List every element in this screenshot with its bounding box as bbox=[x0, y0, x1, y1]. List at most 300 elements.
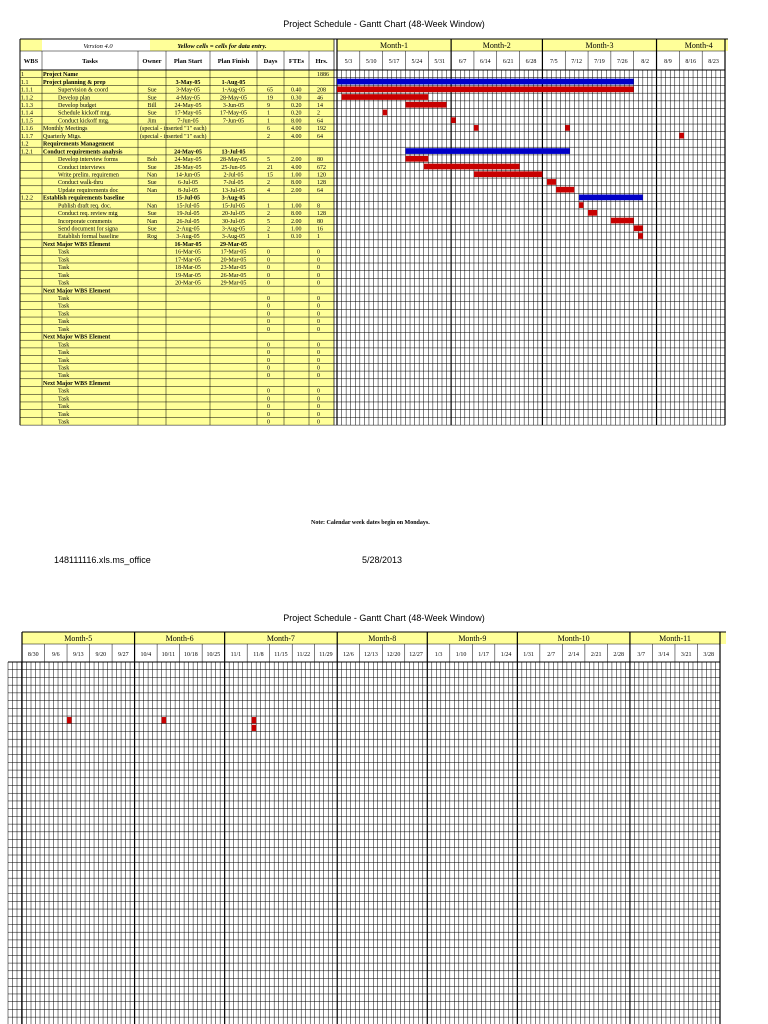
days-cell: 0 bbox=[267, 319, 270, 326]
hrs-cell: 128 bbox=[317, 211, 326, 218]
task-name: Next Major WBS Element bbox=[43, 241, 111, 248]
days-cell: 9 bbox=[267, 103, 270, 109]
plan-start-cell: 16-Mar-05 bbox=[175, 249, 201, 256]
days-cell: 0 bbox=[267, 296, 270, 302]
task-bar bbox=[474, 171, 542, 177]
plan-start-cell: 19-Mar-05 bbox=[175, 272, 201, 279]
month-label: Month-4 bbox=[684, 41, 713, 50]
task-name: Task bbox=[58, 303, 70, 310]
task-name: Task bbox=[58, 342, 70, 349]
task-name: Task bbox=[58, 265, 70, 272]
plan-start-cell: 2-Aug-05 bbox=[176, 226, 200, 233]
plan-finish-cell: 30-Jul-05 bbox=[222, 218, 245, 225]
owner-cell: Bill bbox=[147, 103, 157, 109]
task-name: Task bbox=[58, 388, 70, 395]
days-cell: 0 bbox=[267, 411, 270, 418]
plan-start-cell: 6-Jul-05 bbox=[178, 180, 198, 187]
week-label: 8/16 bbox=[685, 59, 697, 65]
plan-finish-cell: 20-Jul-05 bbox=[222, 211, 245, 218]
plan-finish-cell: 3-Aug-05 bbox=[221, 195, 246, 202]
ftes-cell: 8.00 bbox=[291, 118, 302, 125]
week-label-2: 12/27 bbox=[409, 652, 423, 658]
task-name: Quarterly Mtgs. bbox=[43, 133, 82, 140]
task-name: Task bbox=[58, 272, 70, 279]
wbs-cell: 1.2.1 bbox=[21, 149, 33, 156]
hrs-cell: 64 bbox=[317, 118, 323, 125]
ftes-cell: 4.00 bbox=[291, 126, 302, 133]
col-header-tasks: Tasks bbox=[82, 58, 98, 65]
week-label-2: 11/29 bbox=[319, 652, 333, 658]
week-label-2: 9/27 bbox=[117, 652, 129, 658]
month-label: Month-2 bbox=[482, 41, 511, 50]
days-cell: 2 bbox=[267, 133, 270, 140]
days-cell: 2 bbox=[267, 211, 270, 218]
plan-start-cell: 17-May-05 bbox=[174, 110, 202, 117]
hrs-cell: 0 bbox=[317, 419, 320, 426]
owner-cell: Nan bbox=[147, 172, 157, 179]
plan-start-cell: 17-Mar-05 bbox=[175, 257, 201, 264]
owner-cell: Sue bbox=[147, 226, 157, 233]
task-name: Task bbox=[58, 311, 70, 318]
plan-finish-cell: 29-Mar-05 bbox=[219, 241, 248, 248]
ftes-cell: 8.00 bbox=[291, 211, 302, 218]
col-header-ftes: FTEs bbox=[288, 58, 305, 65]
gantt-sheet-2 bbox=[0, 600, 768, 1024]
plan-start-cell: 16-Mar-05 bbox=[174, 241, 202, 248]
days-cell: 0 bbox=[267, 265, 270, 272]
task-bar bbox=[424, 164, 520, 170]
hrs-cell: 64 bbox=[317, 187, 323, 194]
month-label-2: Month-6 bbox=[165, 634, 194, 643]
owner-cell: Jim bbox=[147, 118, 157, 125]
hrs-cell: 0 bbox=[317, 373, 320, 380]
week-label: 7/12 bbox=[571, 59, 582, 65]
hrs-cell: 0 bbox=[317, 388, 320, 395]
days-cell: 0 bbox=[267, 419, 270, 426]
days-cell: 19 bbox=[267, 95, 273, 102]
task-name: Update requirements doc bbox=[58, 187, 119, 194]
days-cell: 0 bbox=[267, 280, 270, 287]
col-header-plan_start: Plan Start bbox=[173, 58, 203, 65]
week-label-2: 9/6 bbox=[51, 652, 60, 658]
task-name: Task bbox=[58, 296, 70, 302]
summary-bar bbox=[337, 79, 634, 85]
ftes-cell: 4.00 bbox=[291, 133, 302, 140]
week-label: 8/2 bbox=[641, 59, 649, 65]
week-label-2: 3/7 bbox=[637, 652, 646, 658]
week-label-2: 9/13 bbox=[72, 652, 84, 658]
days-cell: 1 bbox=[267, 118, 270, 125]
plan-finish-cell: 29-Mar-05 bbox=[220, 280, 247, 287]
hrs-cell: 0 bbox=[317, 342, 320, 349]
days-cell: 0 bbox=[267, 357, 270, 364]
task-name: Task bbox=[58, 404, 70, 411]
month-label-2: Month-8 bbox=[368, 634, 397, 643]
yellow-cells-note: Yellow cells = cells for data entry. bbox=[177, 43, 267, 50]
days-cell: 0 bbox=[267, 311, 270, 318]
owner-cell: Sue bbox=[147, 211, 157, 218]
week-label-2: 2/28 bbox=[613, 652, 625, 658]
col-header-owner: Owner bbox=[142, 58, 162, 65]
version-label: Version 4.0 bbox=[83, 43, 113, 50]
owner-cell: Sue bbox=[147, 180, 157, 187]
week-label: 5/31 bbox=[434, 59, 446, 65]
col-header-wbs: WBS bbox=[23, 58, 39, 65]
days-cell: 15 bbox=[267, 172, 273, 179]
hrs-cell: 8 bbox=[317, 203, 320, 210]
col-header-days: Days bbox=[263, 58, 278, 65]
task-bar bbox=[638, 233, 643, 239]
week-label-2: 2/7 bbox=[547, 652, 555, 658]
task-bar bbox=[383, 110, 388, 116]
task-name: Task bbox=[58, 249, 70, 256]
week-label-2: 8/30 bbox=[27, 652, 39, 658]
week-label: 7/5 bbox=[549, 59, 558, 65]
hrs-cell: 672 bbox=[317, 164, 326, 171]
task-name: Develop plan bbox=[58, 95, 91, 102]
task-name: Next Major WBS Element bbox=[43, 288, 111, 295]
owner-cell: Sue bbox=[147, 87, 157, 94]
hrs-cell: 192 bbox=[317, 126, 326, 133]
hrs-cell: 0 bbox=[317, 326, 320, 333]
owner-cell: Sue bbox=[147, 110, 157, 117]
task-name: Task bbox=[58, 350, 70, 357]
wbs-cell: 1.1.4 bbox=[21, 110, 33, 117]
days-cell: 0 bbox=[267, 326, 270, 333]
days-cell: 0 bbox=[267, 388, 270, 395]
plan-finish-cell: 15-Jul-05 bbox=[222, 203, 245, 210]
days-cell: 0 bbox=[267, 396, 270, 403]
plan-finish-cell: 7-Jun-05 bbox=[222, 118, 245, 125]
wbs-cell: 1.1 bbox=[21, 79, 29, 86]
task-name: Next Major WBS Element bbox=[43, 380, 111, 387]
ftes-cell: 1.00 bbox=[291, 172, 302, 179]
task-name: Task bbox=[58, 365, 70, 372]
task-name: Task bbox=[58, 280, 70, 287]
week-label-2: 10/25 bbox=[206, 652, 221, 658]
plan-finish-cell: 28-May-05 bbox=[220, 157, 247, 164]
task-name: Task bbox=[58, 419, 70, 426]
plan-finish-cell: 3-Aug-05 bbox=[221, 226, 246, 233]
plan-start-cell: 24-May-05 bbox=[174, 149, 202, 156]
ftes-cell: 8.00 bbox=[291, 180, 302, 187]
week-label-2: 1/17 bbox=[478, 652, 489, 658]
hrs-cell: 80 bbox=[317, 218, 323, 225]
wbs-cell: 1.1.6 bbox=[21, 126, 33, 133]
days-cell: 0 bbox=[267, 350, 270, 357]
summary-bar bbox=[405, 148, 569, 154]
task-name: Supervision & coord bbox=[58, 87, 108, 94]
task-bar bbox=[634, 225, 643, 231]
days-cell: 0 bbox=[267, 249, 270, 256]
owner-cell: Nan bbox=[147, 203, 157, 210]
days-cell: 5 bbox=[267, 218, 270, 225]
plan-start-cell: 3-May-05 bbox=[175, 79, 201, 86]
plan-start-cell: 19-Jul-05 bbox=[176, 211, 200, 218]
hrs-cell: 46 bbox=[317, 95, 323, 102]
days-cell: 5 bbox=[267, 157, 270, 164]
hrs-cell: 16 bbox=[317, 226, 323, 233]
month-label: Month-3 bbox=[585, 41, 614, 50]
hrs-cell: 0 bbox=[317, 350, 320, 357]
week-label-2: 12/13 bbox=[364, 652, 378, 658]
ftes-cell: 4.00 bbox=[291, 164, 302, 171]
wbs-cell: 1.2.2 bbox=[21, 195, 33, 202]
days-cell: 0 bbox=[267, 342, 270, 349]
task-name: Develop interview forms bbox=[58, 157, 118, 164]
task-name: Monthly Meetings bbox=[43, 126, 88, 133]
task-bar-2 bbox=[252, 725, 257, 731]
hrs-cell: 0 bbox=[317, 404, 320, 411]
task-name: Project planning & prep bbox=[43, 79, 106, 86]
task-name: Publish draft req. doc. bbox=[58, 203, 112, 210]
wbs-cell: 1.1.5 bbox=[21, 118, 33, 125]
days-cell: 0 bbox=[267, 257, 270, 264]
page-2-title: Project Schedule - Gantt Chart (48-Week Window) bbox=[283, 613, 485, 623]
hrs-cell: 0 bbox=[317, 311, 320, 318]
task-name: Incorporate comments bbox=[58, 218, 112, 225]
week-label-2: 11/15 bbox=[274, 652, 288, 658]
week-label: 5/17 bbox=[388, 59, 400, 65]
special-note: (special - inserted "1" each) bbox=[140, 126, 207, 133]
plan-finish-cell: 1-Aug-05 bbox=[221, 79, 246, 86]
days-cell: 1 bbox=[267, 203, 270, 210]
week-label-2: 3/14 bbox=[658, 652, 670, 658]
hrs-cell: 0 bbox=[317, 265, 320, 272]
wbs-cell: 1.2 bbox=[21, 141, 29, 148]
owner-cell: Rog bbox=[146, 234, 158, 241]
task-bar bbox=[405, 156, 428, 162]
plan-start-cell: 7-Jun-05 bbox=[177, 118, 199, 125]
task-name: Task bbox=[58, 373, 70, 380]
ftes-cell: 0.20 bbox=[291, 110, 302, 117]
ftes-cell: 2.00 bbox=[291, 157, 302, 164]
plan-finish-cell: 17-May-05 bbox=[220, 110, 247, 117]
task-name: Task bbox=[58, 319, 70, 326]
week-label-2: 1/31 bbox=[523, 652, 534, 658]
month-label-2: Month-11 bbox=[659, 634, 691, 643]
hrs-cell: 64 bbox=[317, 133, 323, 140]
week-label-2: 10/4 bbox=[140, 652, 152, 658]
month-label-2: Month-9 bbox=[458, 634, 487, 643]
days-cell: 6 bbox=[267, 126, 270, 133]
task-name: Task bbox=[58, 326, 70, 333]
wbs-cell: 1.1.2 bbox=[21, 95, 33, 102]
plan-finish-cell: 20-Mar-05 bbox=[220, 257, 247, 264]
week-label-2: 10/11 bbox=[161, 652, 176, 658]
hrs-cell: 80 bbox=[317, 157, 323, 164]
ftes-cell: 0.20 bbox=[291, 103, 302, 109]
task-bar bbox=[547, 179, 556, 185]
hrs-cell: 0 bbox=[317, 257, 320, 264]
week-label: 7/19 bbox=[594, 59, 605, 65]
days-cell: 65 bbox=[267, 87, 273, 94]
ftes-cell: 0.10 bbox=[291, 234, 302, 241]
week-label-2: 11/1 bbox=[230, 652, 242, 658]
hrs-cell: 208 bbox=[317, 87, 326, 94]
hrs-cell: 2 bbox=[317, 110, 320, 117]
plan-start-cell: 24-May-05 bbox=[174, 157, 202, 164]
plan-finish-cell: 1-Aug-05 bbox=[221, 87, 246, 94]
week-label: 5/10 bbox=[365, 59, 377, 65]
plan-start-cell: 8-Jul-05 bbox=[178, 187, 198, 194]
days-cell: 0 bbox=[267, 272, 270, 279]
owner-cell: Nan bbox=[147, 187, 157, 194]
hrs-cell: 0 bbox=[317, 319, 320, 326]
hrs-cell: 0 bbox=[317, 249, 320, 256]
task-bar bbox=[588, 210, 597, 216]
ftes-cell: 2.00 bbox=[291, 218, 302, 225]
week-label: 8/23 bbox=[708, 59, 719, 65]
week-label: 5/3 bbox=[344, 59, 353, 65]
days-cell: 2 bbox=[267, 180, 270, 187]
days-cell: 0 bbox=[267, 373, 270, 380]
days-cell: 21 bbox=[267, 164, 273, 171]
task-bar bbox=[579, 202, 584, 208]
hrs-cell: 0 bbox=[317, 280, 320, 287]
page-title: Project Schedule - Gantt Chart (48-Week Window) bbox=[283, 19, 485, 29]
plan-start-cell: 26-Jul-05 bbox=[176, 218, 200, 225]
task-name: Conduct requirements analysis bbox=[43, 149, 123, 156]
task-name: Write prelim. requiremen bbox=[58, 172, 119, 179]
week-label-2: 12/6 bbox=[343, 652, 354, 658]
days-cell: 0 bbox=[267, 365, 270, 372]
wbs-cell: 1.1.7 bbox=[21, 133, 33, 140]
task-bar bbox=[474, 125, 479, 131]
wbs-cell: 1 bbox=[21, 72, 24, 79]
week-label-2: 1/24 bbox=[500, 652, 512, 658]
task-name: Project Name bbox=[43, 72, 79, 79]
ftes-cell: 2.00 bbox=[291, 187, 302, 194]
week-label-2: 9/20 bbox=[95, 652, 107, 658]
ftes-cell: 0.30 bbox=[291, 95, 302, 102]
plan-start-cell: 15-Jul-05 bbox=[176, 203, 200, 210]
plan-finish-cell: 7-Jul-05 bbox=[223, 180, 244, 187]
task-name: Requirements Management bbox=[43, 141, 115, 148]
plan-finish-cell: 28-May-05 bbox=[220, 95, 247, 102]
plan-finish-cell: 3-Aug-05 bbox=[221, 234, 246, 241]
footer-filename: 148111116.xls.ms_office bbox=[54, 555, 151, 565]
plan-start-cell: 20-Mar-05 bbox=[175, 280, 201, 287]
task-name: Conduct walk-thru bbox=[58, 180, 104, 187]
plan-finish-cell: 26-Mar-05 bbox=[220, 272, 247, 279]
plan-finish-cell: 23-Mar-05 bbox=[220, 265, 247, 272]
task-name: Conduct interviews bbox=[58, 164, 105, 171]
week-label-2: 2/21 bbox=[590, 652, 602, 658]
col-header-plan_finish: Plan Finish bbox=[217, 58, 250, 65]
task-bar bbox=[405, 102, 446, 108]
hrs-cell: 0 bbox=[317, 396, 320, 403]
week-label: 5/24 bbox=[411, 59, 423, 65]
hrs-cell: 0 bbox=[317, 357, 320, 364]
plan-finish-cell: 17-Mar-05 bbox=[220, 249, 247, 256]
plan-start-cell: 3-May-05 bbox=[176, 87, 200, 94]
owner-cell: Sue bbox=[147, 95, 157, 102]
week-label-2: 2/14 bbox=[568, 652, 579, 658]
plan-finish-cell: 13-Jul-05 bbox=[222, 187, 245, 194]
task-name: Task bbox=[58, 357, 70, 364]
hrs-cell: 0 bbox=[317, 411, 320, 418]
month-label-2: Month-5 bbox=[64, 634, 93, 643]
task-bar-2 bbox=[252, 717, 257, 723]
owner-cell: Nan bbox=[147, 218, 157, 225]
task-name: Establish requirements baseline bbox=[43, 195, 125, 202]
days-cell: 0 bbox=[267, 303, 270, 310]
plan-start-cell: 3-Aug-05 bbox=[176, 234, 200, 241]
task-bar bbox=[451, 117, 456, 123]
task-name: Conduct kickoff mtg. bbox=[58, 118, 110, 125]
special-note: (special - inserted "1" each) bbox=[140, 133, 207, 140]
footer-date: 5/28/2013 bbox=[362, 555, 403, 565]
wbs-cell: 1.1.1 bbox=[21, 87, 33, 94]
task-name: Schedule kickoff mtg. bbox=[58, 110, 112, 117]
task-bar bbox=[337, 86, 634, 92]
week-label-2: 3/28 bbox=[703, 652, 715, 658]
month-label-2: Month-7 bbox=[266, 634, 295, 643]
plan-finish-cell: 25-Jun-05 bbox=[221, 164, 246, 171]
ftes-cell: 0.40 bbox=[291, 87, 302, 94]
task-name: Task bbox=[58, 257, 70, 264]
hrs-cell: 128 bbox=[317, 180, 326, 187]
plan-start-cell: 24-May-05 bbox=[174, 103, 202, 109]
task-name: Task bbox=[58, 396, 70, 403]
week-label: 6/7 bbox=[458, 59, 467, 65]
week-label: 6/28 bbox=[525, 59, 537, 65]
task-bar bbox=[556, 187, 574, 193]
wbs-cell: 1.1.3 bbox=[21, 103, 33, 109]
ftes-cell: 1.00 bbox=[291, 226, 302, 233]
days-cell: 1 bbox=[267, 234, 270, 241]
hrs-cell: 14 bbox=[317, 103, 323, 109]
task-bar bbox=[611, 218, 634, 224]
plan-finish-cell: 3-Jun-05 bbox=[222, 103, 245, 109]
month-label: Month-1 bbox=[380, 41, 409, 50]
days-cell: 0 bbox=[267, 404, 270, 411]
task-name: Task bbox=[58, 411, 70, 418]
hrs-cell: 0 bbox=[317, 296, 320, 302]
plan-start-cell: 4-May-05 bbox=[176, 95, 200, 102]
week-label: 6/14 bbox=[480, 59, 491, 65]
owner-cell: Bob bbox=[146, 157, 158, 164]
plan-start-cell: 28-May-05 bbox=[174, 164, 202, 171]
ftes-cell: 1.00 bbox=[291, 203, 302, 210]
calendar-note: Note: Calendar week dates begin on Mondays. bbox=[311, 520, 430, 526]
hrs-cell: 1886 bbox=[317, 72, 329, 79]
task-bar bbox=[565, 125, 570, 131]
task-bar-2 bbox=[67, 717, 72, 723]
task-bar bbox=[342, 94, 429, 100]
week-label-2: 11/22 bbox=[296, 652, 311, 658]
gantt-chart-2 bbox=[0, 600, 768, 1024]
days-cell: 4 bbox=[267, 187, 270, 194]
week-label-2: 12/20 bbox=[386, 652, 401, 658]
hrs-cell: 0 bbox=[317, 272, 320, 279]
task-bar bbox=[679, 133, 684, 139]
task-name: Develop budget bbox=[58, 103, 97, 109]
week-label: 6/21 bbox=[502, 59, 514, 65]
week-label-2: 10/18 bbox=[184, 652, 198, 658]
days-cell: 1 bbox=[267, 110, 270, 117]
week-label: 8/9 bbox=[664, 59, 672, 65]
week-label-2: 1/3 bbox=[434, 652, 443, 658]
days-cell: 2 bbox=[267, 226, 270, 233]
month-label-2: Month-10 bbox=[557, 634, 590, 643]
task-name: Conduct req. review mtg bbox=[58, 211, 118, 218]
week-label-2: 11/8 bbox=[253, 652, 264, 658]
plan-start-cell: 14-Jun-05 bbox=[175, 172, 201, 179]
hrs-cell: 0 bbox=[317, 365, 320, 372]
plan-start-cell: 18-Mar-05 bbox=[175, 265, 201, 272]
